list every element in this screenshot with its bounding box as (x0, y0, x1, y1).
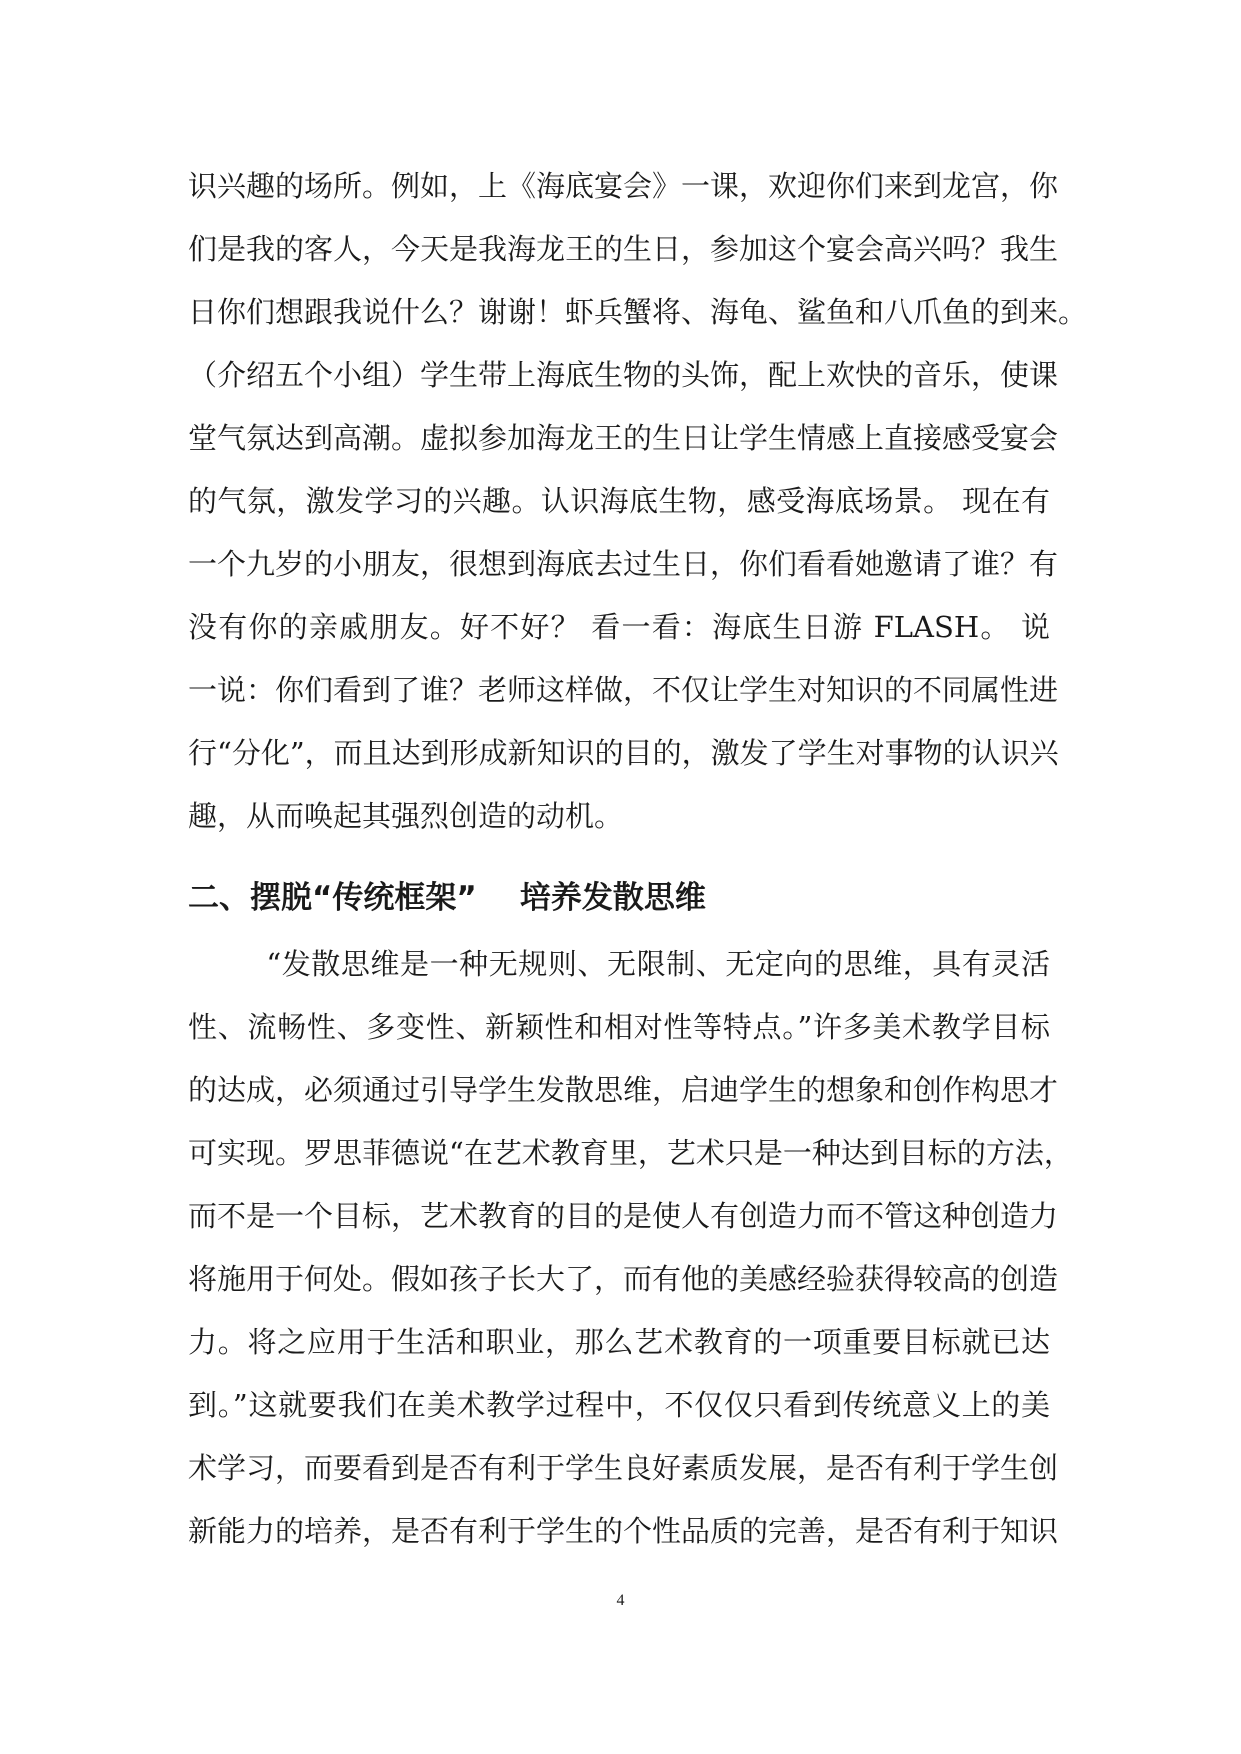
paragraph-2-line-2: 性、流畅性、多变性、新颖性和相对性等特点。”许多美术教学目标 (188, 1010, 1050, 1044)
page-number: 4 (616, 1592, 625, 1609)
paragraph-1-line-7: 一个九岁的小朋友，很想到海底去过生日，你们看看她邀请了谁？有 (188, 547, 1059, 581)
paragraph-2-line-9: 术学习，而要看到是否有利于学生良好素质发展，是否有利于学生创 (188, 1451, 1059, 1485)
paragraph-1-line-6: 的气氛，激发学习的兴趣。认识海底生物，感受海底场景。 现在有 (188, 484, 1050, 518)
section-heading: 二、摆脱“传统框架” 培养发散思维 (188, 880, 706, 916)
paragraph-2-line-3: 的达成，必须通过引导学生发散思维，启迪学生的想象和创作构思才 (188, 1073, 1059, 1107)
paragraph-1-line-5: 堂气氛达到高潮。虚拟参加海龙王的生日让学生情感上直接感受宴会 (188, 421, 1059, 455)
paragraph-1-line-1: 识兴趣的场所。例如，上《海底宴会》一课，欢迎你们来到龙宫，你 (188, 169, 1059, 203)
paragraph-1-line-8: 没有你的亲戚朋友。好不好？ 看一看：海底生日游 FLASH。 说 (188, 610, 1050, 644)
paragraph-2-line-10: 新能力的培养，是否有利于学生的个性品质的完善，是否有利于知识 (188, 1514, 1059, 1548)
paragraph-1-line-2: 们是我的客人，今天是我海龙王的生日，参加这个宴会高兴吗？我生 (188, 232, 1059, 266)
paragraph-2-line-8: 到。”这就要我们在美术教学过程中，不仅仅只看到传统意义上的美 (188, 1388, 1050, 1422)
paragraph-1-line-3: 日你们想跟我说什么？谢谢！虾兵蟹将、海龟、鲨鱼和八爪鱼的到来。 (188, 295, 1088, 329)
paragraph-1-line-10: 行“分化”，而且达到形成新知识的目的，激发了学生对事物的认识兴 (188, 736, 1059, 770)
paragraph-2-line-5: 而不是一个目标，艺术教育的目的是使人有创造力而不管这种创造力 (188, 1199, 1059, 1233)
paragraph-2-line-7: 力。将之应用于生活和职业，那么艺术教育的一项重要目标就已达 (188, 1325, 1050, 1359)
paragraph-2-line-6: 将施用于何处。假如孩子长大了，而有他的美感经验获得较高的创造 (188, 1262, 1059, 1296)
paragraph-2-line-4: 可实现。罗思菲德说“在艺术教育里，艺术只是一种达到目标的方法， (188, 1136, 1073, 1170)
paragraph-1-line-9: 一说：你们看到了谁？老师这样做，不仅让学生对知识的不同属性进 (188, 673, 1059, 707)
paragraph-1-line-11: 趣，从而唤起其强烈创造的动机。 (188, 799, 624, 833)
paragraph-2-line-1: “发散思维是一种无规则、无限制、无定向的思维，具有灵活 (188, 947, 1050, 981)
paragraph-1-line-4: （介绍五个小组）学生带上海底生物的头饰，配上欢快的音乐，使课 (188, 358, 1059, 392)
